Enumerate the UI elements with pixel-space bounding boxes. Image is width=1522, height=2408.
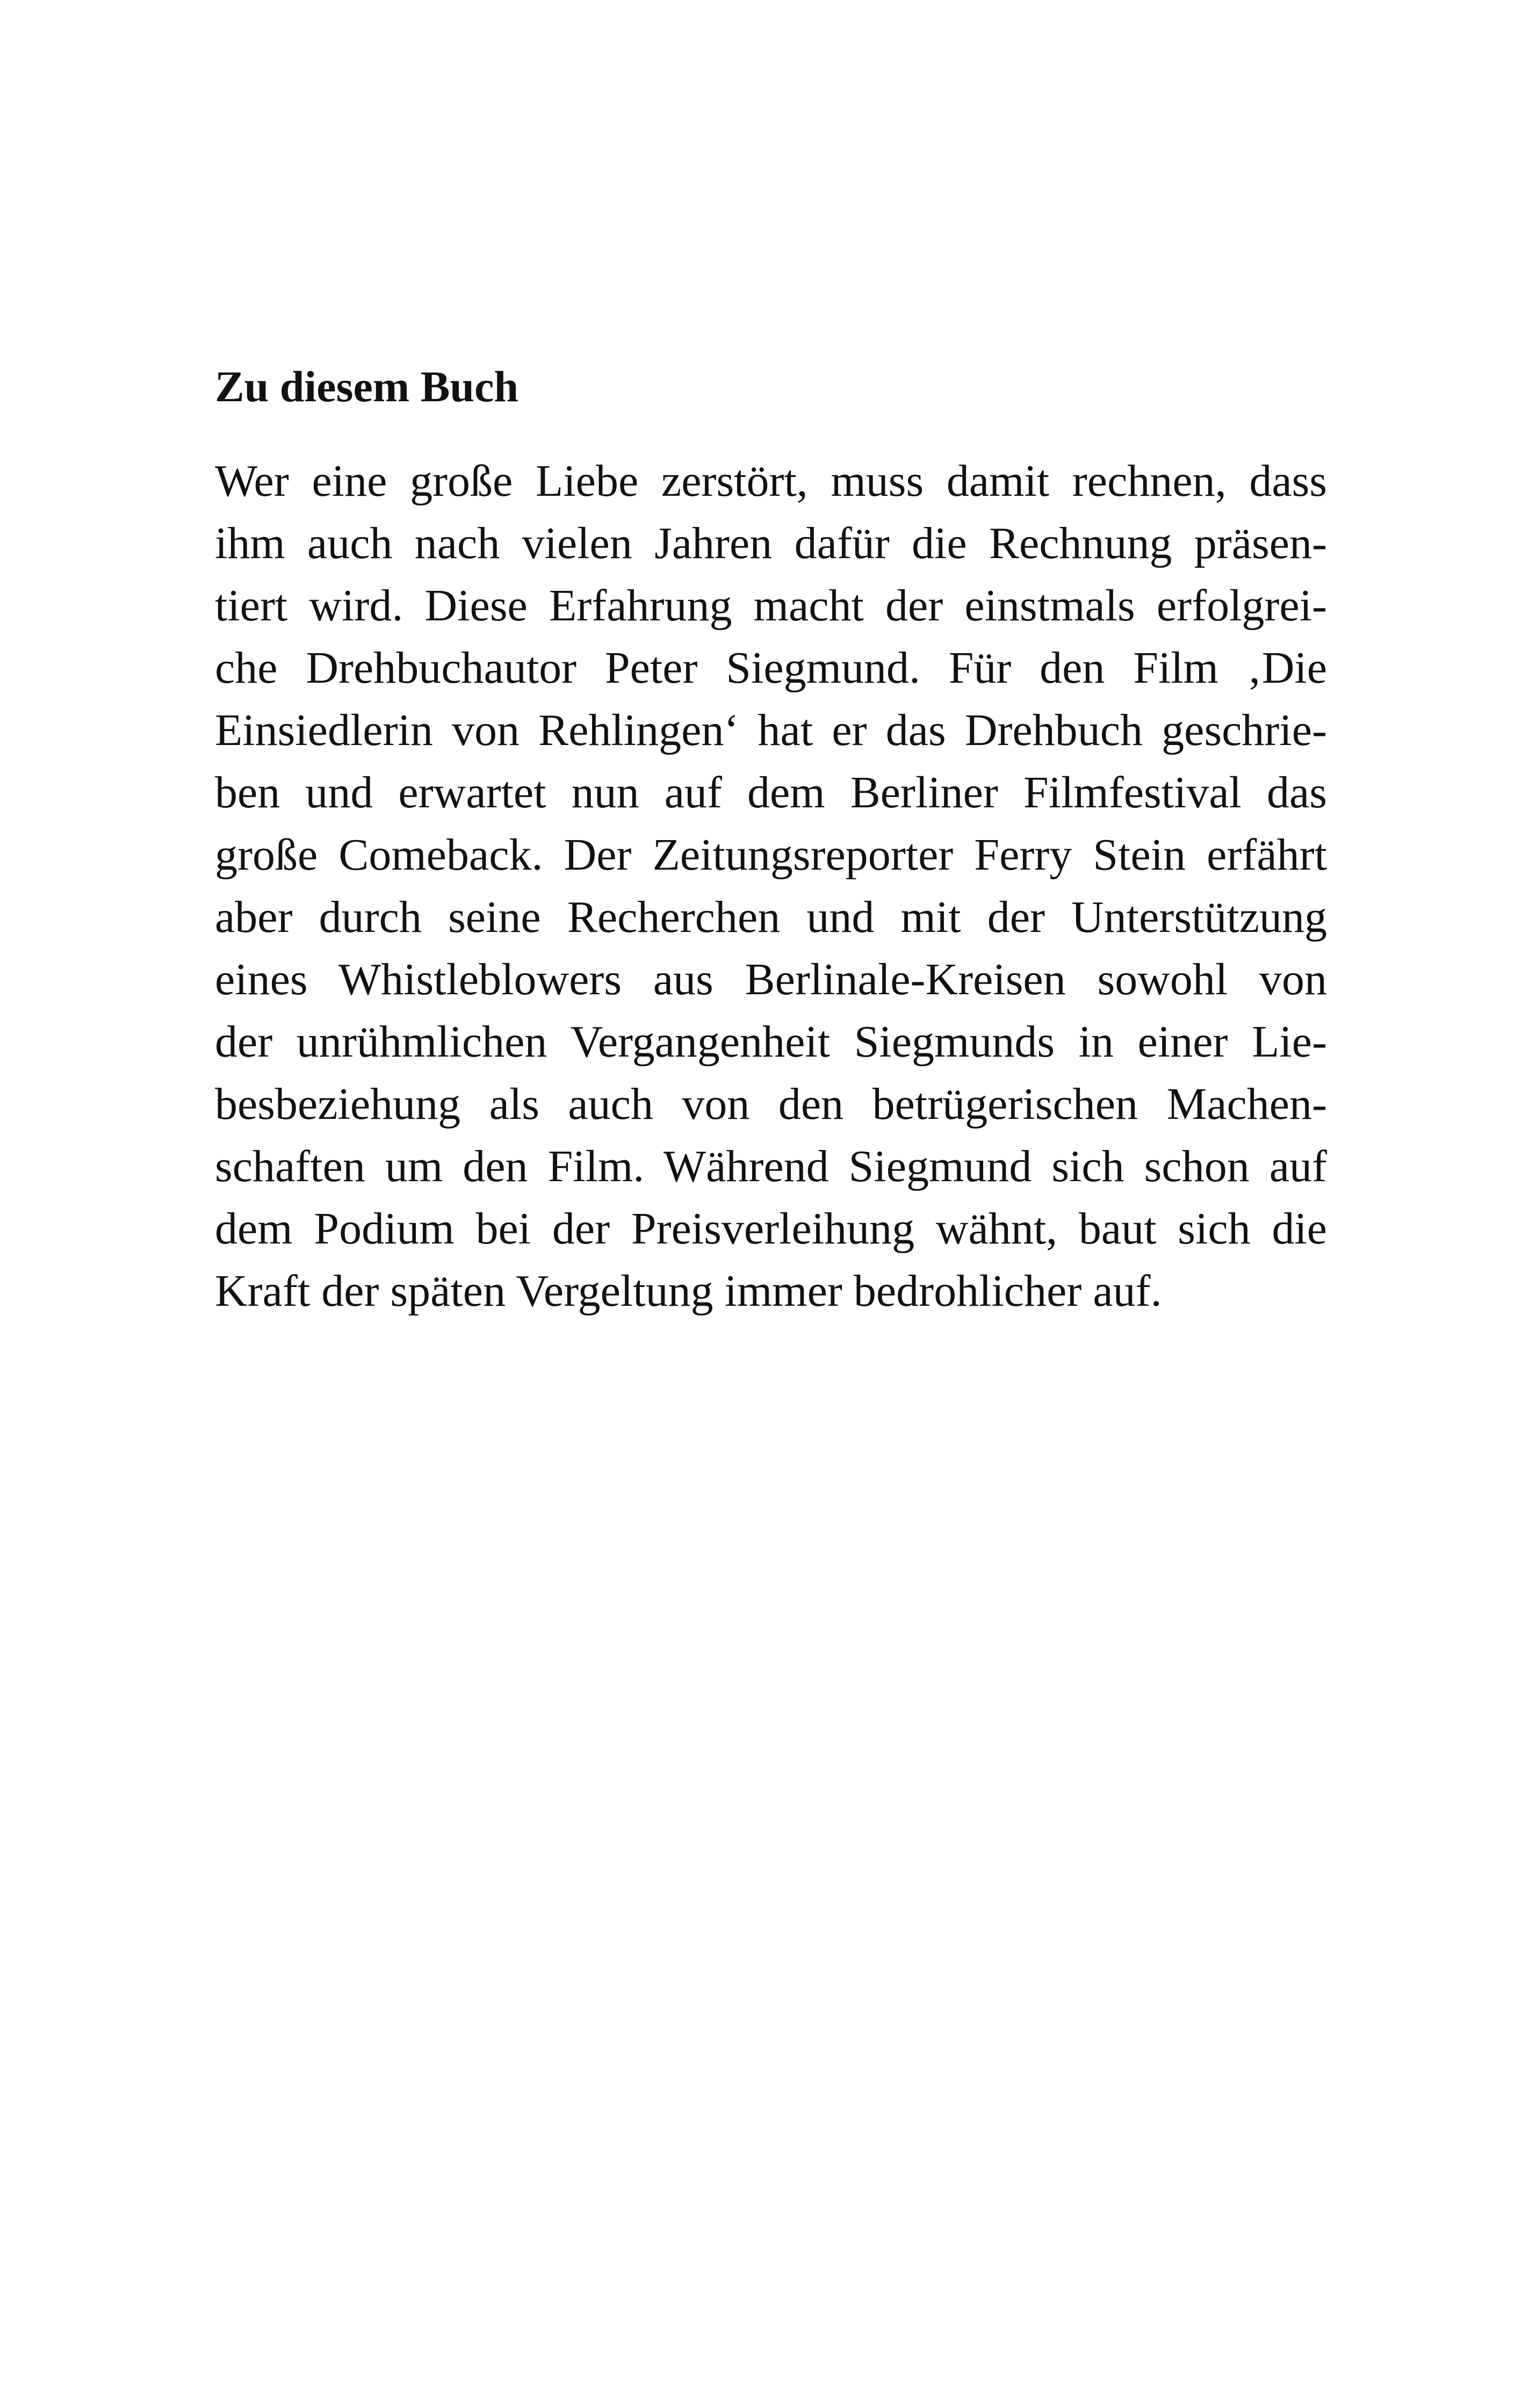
- text-line: ihm auch nach vielen Jahren dafür die Rechnung präsen-: [215, 518, 1327, 568]
- text-line: Einsiedlerin von Rehlingen‘ hat er das Drehbuch geschrie-: [215, 705, 1327, 755]
- text-line: che Drehbuchautor Peter Siegmund. Für den Film ‚Die: [215, 643, 1327, 693]
- text-line: eines Whistleblowers aus Berlinale-Kreisen sowohl von: [215, 954, 1327, 1004]
- text-line: tiert wird. Diese Erfahrung macht der einstmals erfolgrei-: [215, 581, 1327, 631]
- text-line: schaften um den Film. Während Siegmund sich schon auf: [215, 1141, 1327, 1191]
- blurb-paragraph: [215, 450, 1327, 1322]
- section-heading: Zu diesem Buch: [215, 362, 518, 411]
- text-line: der unrühmlichen Vergangenheit Siegmunds in einer Lie-: [215, 1017, 1327, 1067]
- text-line: große Comeback. Der Zeitungsreporter Ferry Stein erfährt: [215, 830, 1327, 880]
- text-line: dem Podium bei der Preisverleihung wähnt, baut sich die: [215, 1204, 1327, 1254]
- text-line: Kraft der späten Vergeltung immer bedrohlicher auf.: [215, 1266, 1162, 1316]
- text-line: ben und erwartet nun auf dem Berliner Filmfestival das: [215, 768, 1327, 818]
- text-line: aber durch seine Recherchen und mit der Unterstützung: [215, 892, 1327, 942]
- text-line: besbeziehung als auch von den betrügerischen Machen-: [215, 1079, 1327, 1129]
- text-line: Wer eine große Liebe zerstört, muss damit rechnen, dass: [215, 456, 1327, 506]
